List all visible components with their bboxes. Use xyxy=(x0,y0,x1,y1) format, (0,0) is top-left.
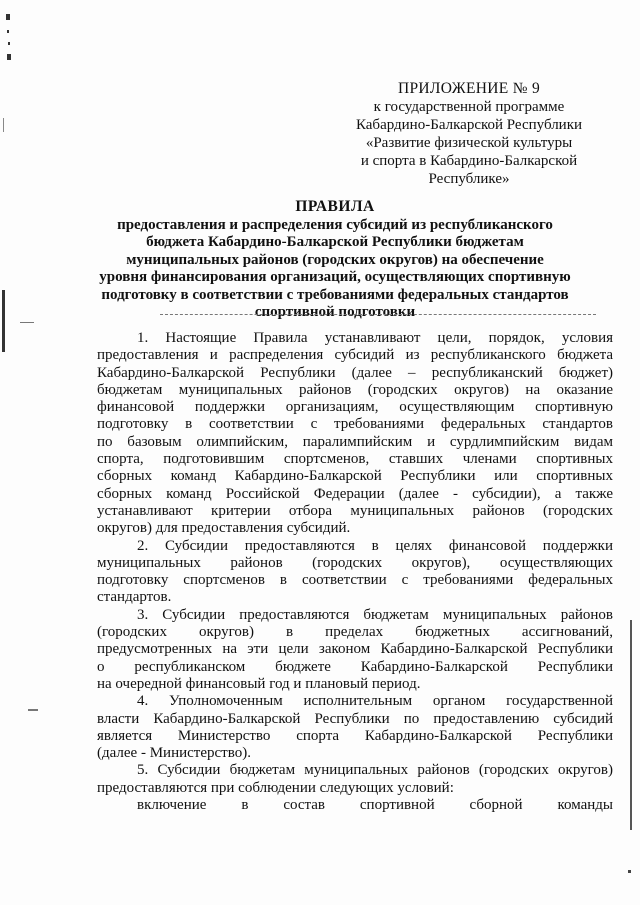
appendix-line: и спорта в Кабардино-Балкарской xyxy=(360,153,578,169)
scan-artifact xyxy=(3,118,4,132)
paragraph-2 xyxy=(97,538,613,607)
paragraph-line: предоставления и распределения субсидий из республиканского бюджета xyxy=(97,347,613,364)
scan-artifact xyxy=(7,54,11,60)
scan-artifact xyxy=(630,620,632,830)
title-line: спортивной подготовки xyxy=(254,304,416,320)
paragraph-line: подготовку в соответствии с требованиями федеральных стандартов xyxy=(97,416,613,433)
paragraph-line: на очередной финансовый год и плановый период. xyxy=(97,675,421,692)
paragraph-line: власти Кабардино-Балкарской Республики по предоставлению субсидий xyxy=(97,710,613,727)
paragraph-line: 1. Настоящие Правила устанавливают цели, порядок, условия xyxy=(137,330,613,346)
paragraph-5 xyxy=(97,762,613,814)
paragraph-line: финансовой поддержки организациям, осуществляющим спортивную xyxy=(97,399,613,416)
paragraph-line: 4. Уполномоченным исполнительным органом государственной xyxy=(137,693,613,710)
paragraph-line: (городских округов) в пределах бюджетных ассигнований, xyxy=(97,624,613,641)
paragraph-line: стандартов. xyxy=(97,589,172,606)
document-body xyxy=(97,330,613,814)
scan-artifact xyxy=(2,330,5,352)
paragraph-line: является Министерство спорта Кабардино-Балкарской Республики xyxy=(97,727,613,744)
paragraph-line: бюджетам муниципальных районов (городских округов) на оказание xyxy=(97,381,613,398)
paragraph-line: подготовку спортсменов в соответствии с требованиями федеральных xyxy=(97,572,613,589)
paragraph-line: включение в состав спортивной сборной команды xyxy=(137,797,613,814)
scan-artifact xyxy=(2,290,5,332)
scan-artifact xyxy=(20,322,34,323)
title-line: предоставления и распределения субсидий из республиканского xyxy=(117,216,553,233)
paragraph-line: 3. Субсидии предоставляются бюджетам муниципальных районов xyxy=(137,606,613,623)
paragraph-line: по базовым олимпийским, паралимпийским и сурдлимпийским видам xyxy=(97,433,613,450)
paragraph-line: сборных команд Кабардино-Балкарской Республики или спортивных xyxy=(97,468,613,485)
scan-artifact xyxy=(6,14,10,20)
paragraph-1 xyxy=(97,330,613,538)
appendix-line: к государственной программе xyxy=(373,99,565,115)
paragraph-line: 2. Субсидии предоставляются в целях финансовой поддержки xyxy=(137,537,613,554)
paragraph-line: Кабардино-Балкарской Республики (далее – республиканский бюджет) xyxy=(97,364,613,381)
paragraph-line: (далее - Министерство). xyxy=(97,745,251,762)
appendix-title: ПРИЛОЖЕНИЕ № 9 xyxy=(397,80,541,97)
document-title xyxy=(70,198,600,322)
paragraph-line: спорта, подготовившим спортсменов, ставших членами спортивных xyxy=(97,451,613,468)
title-line: подготовку в соответствии с требованиями федеральных стандартов xyxy=(101,286,569,303)
appendix-line: Кабардино-Балкарской Республики xyxy=(355,117,583,133)
paragraph-line: о республиканском бюджете Кабардино-Балкарской Республики xyxy=(97,658,613,675)
paragraph-line: округов) для предоставления субсидий. xyxy=(97,520,351,537)
paragraph-line: 5. Субсидии бюджетам муниципальных районов (городских округов) xyxy=(137,762,613,779)
title-main: ПРАВИЛА xyxy=(295,198,375,215)
scan-artifact xyxy=(8,42,10,45)
title-line: муниципальных районов (городских округов) на обеспечение xyxy=(126,251,544,268)
title-line: бюджета Кабардино-Балкарской Республики бюджетам xyxy=(146,234,524,250)
appendix-line: Республике» xyxy=(428,171,510,187)
appendix-line: «Развитие физической культуры xyxy=(365,135,573,151)
scan-artifact xyxy=(628,870,631,873)
paragraph-4 xyxy=(97,693,613,762)
appendix-header xyxy=(346,80,592,188)
paragraph-line: сборных команд Российской Федерации (далее - субсидии), а также xyxy=(97,485,613,502)
scan-artifact xyxy=(7,30,9,33)
title-line: уровня финансирования организаций, осуществляющих спортивную xyxy=(99,269,571,285)
paragraph-line: предоставляются при соблюдении следующих условий: xyxy=(97,779,454,796)
paragraph-line: предусмотренных на эти цели законом Кабардино-Балкарской Республики xyxy=(97,641,613,658)
paragraph-line: устанавливают критерии отбора муниципальных районов (городских xyxy=(97,502,613,519)
title-divider xyxy=(160,314,596,315)
paragraph-3 xyxy=(97,607,613,693)
paragraph-line: муниципальных районов (городских округов), осуществляющих xyxy=(97,554,613,571)
scan-artifact xyxy=(28,709,38,711)
